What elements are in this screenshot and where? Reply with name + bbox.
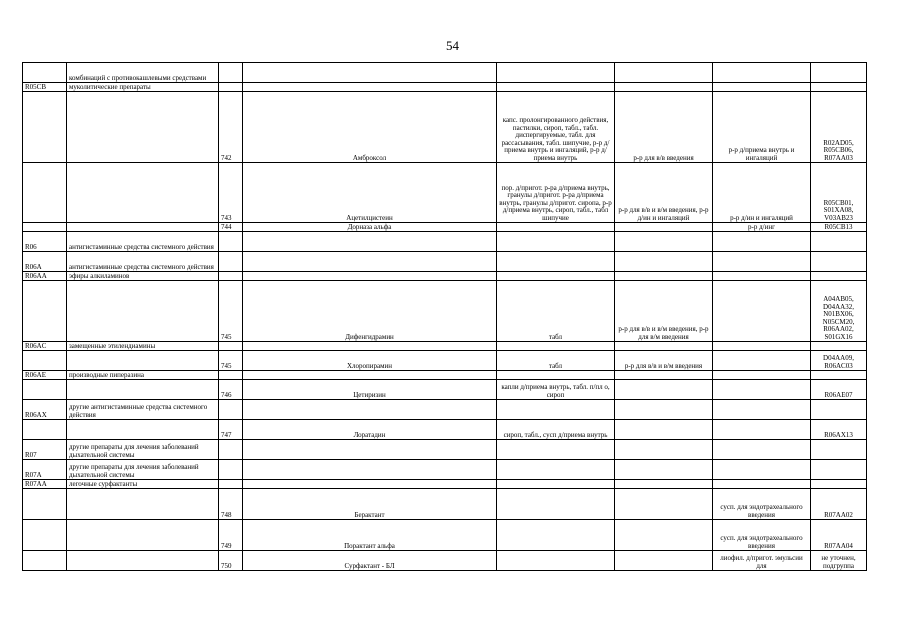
other-forms-cell bbox=[713, 371, 811, 380]
atc-group-code-cell bbox=[23, 63, 67, 83]
atc-group-code-cell: R07AA bbox=[23, 480, 67, 489]
other-forms-cell bbox=[713, 63, 811, 83]
atc-group-code-cell: R05CB bbox=[23, 83, 67, 92]
drug-name-cell: Берактант bbox=[243, 489, 497, 520]
row-number-cell: 745 bbox=[219, 281, 243, 342]
table-row bbox=[23, 440, 867, 460]
group-description-cell bbox=[67, 489, 219, 520]
row-number-cell: 746 bbox=[219, 380, 243, 400]
other-forms-cell bbox=[713, 420, 811, 440]
drug-name-cell: Амброксол bbox=[243, 92, 497, 163]
injection-forms-cell: р-р для в/в и в/м введения, р-р д/ин и ингаляций bbox=[615, 163, 713, 223]
table-row bbox=[23, 520, 867, 551]
row-number-cell bbox=[219, 83, 243, 92]
dosage-forms-cell bbox=[497, 63, 615, 83]
injection-forms-cell bbox=[615, 520, 713, 551]
atc-group-code-cell bbox=[23, 281, 67, 342]
atc-group-code-cell: R06AE bbox=[23, 371, 67, 380]
other-forms-cell bbox=[713, 460, 811, 480]
table-row bbox=[23, 420, 867, 440]
table-row bbox=[23, 281, 867, 342]
table-row bbox=[23, 551, 867, 571]
group-description-cell: замещенные этилендиамины bbox=[67, 342, 219, 351]
row-number-cell bbox=[219, 480, 243, 489]
injection-forms-cell bbox=[615, 440, 713, 460]
injection-forms-cell: р-р для в/в и в/м введения bbox=[615, 351, 713, 371]
table-row bbox=[23, 342, 867, 351]
dosage-forms-cell bbox=[497, 440, 615, 460]
group-description-cell: другие препараты для лечения заболеваний дыхательной системы bbox=[67, 440, 219, 460]
drug-name-cell bbox=[243, 252, 497, 272]
row-number-cell bbox=[219, 232, 243, 252]
atc-codes-cell bbox=[811, 342, 867, 351]
table-row bbox=[23, 489, 867, 520]
other-forms-cell: р-р д/инг bbox=[713, 223, 811, 232]
drug-name-cell bbox=[243, 400, 497, 420]
table-row bbox=[23, 163, 867, 223]
atc-codes-cell bbox=[811, 460, 867, 480]
other-forms-cell bbox=[713, 232, 811, 252]
row-number-cell: 747 bbox=[219, 420, 243, 440]
atc-codes-cell: R02AD05, R05CB06, R07AA03 bbox=[811, 92, 867, 163]
dosage-forms-cell: табл bbox=[497, 281, 615, 342]
drug-name-cell bbox=[243, 63, 497, 83]
row-number-cell: 743 bbox=[219, 163, 243, 223]
injection-forms-cell bbox=[615, 83, 713, 92]
row-number-cell: 749 bbox=[219, 520, 243, 551]
other-forms-cell bbox=[713, 351, 811, 371]
atc-codes-cell: R06AE07 bbox=[811, 380, 867, 400]
dosage-forms-cell: пор. д/пригот. р-ра д/приема внутрь, гранулы д/пригот. р-ра д/приема внутрь, гранулы д/пригот. сиропа, р-р д/приема внутрь, сироп, табл., табл шипучие bbox=[497, 163, 615, 223]
atc-codes-cell: R06AX13 bbox=[811, 420, 867, 440]
injection-forms-cell bbox=[615, 223, 713, 232]
atc-group-code-cell bbox=[23, 380, 67, 400]
dosage-forms-cell bbox=[497, 489, 615, 520]
dosage-forms-cell bbox=[497, 83, 615, 92]
atc-codes-cell bbox=[811, 272, 867, 281]
row-number-cell bbox=[219, 342, 243, 351]
dosage-forms-cell bbox=[497, 371, 615, 380]
injection-forms-cell bbox=[615, 380, 713, 400]
drug-name-cell bbox=[243, 83, 497, 92]
atc-codes-cell bbox=[811, 83, 867, 92]
row-number-cell bbox=[219, 400, 243, 420]
atc-codes-cell bbox=[811, 232, 867, 252]
group-description-cell: другие антигистаминные средства системного действия bbox=[67, 400, 219, 420]
injection-forms-cell bbox=[615, 63, 713, 83]
dosage-forms-cell bbox=[497, 342, 615, 351]
group-description-cell bbox=[67, 281, 219, 342]
dosage-forms-cell: табл bbox=[497, 351, 615, 371]
group-description-cell: производные пиперазина bbox=[67, 371, 219, 380]
injection-forms-cell: р-р для в/в и в/м введения, р-р для в/м введения bbox=[615, 281, 713, 342]
row-number-cell bbox=[219, 440, 243, 460]
atc-group-code-cell bbox=[23, 351, 67, 371]
drug-name-cell: Дифенгидрамин bbox=[243, 281, 497, 342]
drug-name-cell: Сурфактант - БЛ bbox=[243, 551, 497, 571]
drug-name-cell bbox=[243, 232, 497, 252]
row-number-cell bbox=[219, 63, 243, 83]
other-forms-cell: р-р д/ин и ингаляций bbox=[713, 163, 811, 223]
group-description-cell: комбинаций с противокашлевыми средствами bbox=[67, 63, 219, 83]
table-row bbox=[23, 400, 867, 420]
atc-group-code-cell: R06AA bbox=[23, 272, 67, 281]
dosage-forms-cell: сироп, табл., сусп д/приема внутрь bbox=[497, 420, 615, 440]
injection-forms-cell: р-р для в/в введения bbox=[615, 92, 713, 163]
atc-group-code-cell bbox=[23, 223, 67, 232]
dosage-forms-cell: капли д/приема внутрь, табл. п/пл о, сироп bbox=[497, 380, 615, 400]
atc-codes-cell bbox=[811, 252, 867, 272]
drug-name-cell bbox=[243, 480, 497, 489]
table-row bbox=[23, 83, 867, 92]
dosage-forms-cell: капс. пролонгированного действия, пастилки, сироп, табл., табл. диспергируемые, табл. для рассасывания, табл. шипучие, р-р д/приема внутрь и ингаляций, р-р д/приема внутрь bbox=[497, 92, 615, 163]
injection-forms-cell bbox=[615, 489, 713, 520]
table-row bbox=[23, 272, 867, 281]
injection-forms-cell bbox=[615, 342, 713, 351]
injection-forms-cell bbox=[615, 252, 713, 272]
other-forms-cell bbox=[713, 440, 811, 460]
atc-codes-cell: A04AB05, D04AA32, N01BX06, N05CM20, R06AA02, S01GX16 bbox=[811, 281, 867, 342]
drug-list-table bbox=[22, 62, 867, 571]
page-number: 54 bbox=[446, 38, 459, 53]
drug-name-cell bbox=[243, 460, 497, 480]
row-number-cell bbox=[219, 460, 243, 480]
dosage-forms-cell bbox=[497, 252, 615, 272]
row-number-cell: 750 bbox=[219, 551, 243, 571]
table-row bbox=[23, 232, 867, 252]
other-forms-cell bbox=[713, 272, 811, 281]
group-description-cell: легочные сурфактанты bbox=[67, 480, 219, 489]
drug-name-cell bbox=[243, 272, 497, 281]
atc-codes-cell bbox=[811, 400, 867, 420]
atc-group-code-cell bbox=[23, 420, 67, 440]
atc-group-code-cell: R06AC bbox=[23, 342, 67, 351]
atc-codes-cell: R05CB13 bbox=[811, 223, 867, 232]
injection-forms-cell bbox=[615, 551, 713, 571]
atc-codes-cell bbox=[811, 371, 867, 380]
table-row bbox=[23, 380, 867, 400]
atc-codes-cell: не уточнен, подгруппа bbox=[811, 551, 867, 571]
injection-forms-cell bbox=[615, 272, 713, 281]
atc-codes-cell bbox=[811, 63, 867, 83]
other-forms-cell: сусп. для эндотрахеального введения bbox=[713, 489, 811, 520]
group-description-cell: эфиры алкиламинов bbox=[67, 272, 219, 281]
injection-forms-cell bbox=[615, 400, 713, 420]
atc-codes-cell: R07AA04 bbox=[811, 520, 867, 551]
other-forms-cell bbox=[713, 400, 811, 420]
atc-codes-cell: D04AA09, R06AC03 bbox=[811, 351, 867, 371]
row-number-cell: 748 bbox=[219, 489, 243, 520]
drug-name-cell bbox=[243, 440, 497, 460]
other-forms-cell bbox=[713, 380, 811, 400]
group-description-cell: муколитические препараты bbox=[67, 83, 219, 92]
group-description-cell bbox=[67, 163, 219, 223]
table-row bbox=[23, 223, 867, 232]
other-forms-cell bbox=[713, 83, 811, 92]
table-row bbox=[23, 371, 867, 380]
table-row bbox=[23, 460, 867, 480]
atc-group-code-cell: R07A bbox=[23, 460, 67, 480]
row-number-cell bbox=[219, 252, 243, 272]
atc-group-code-cell: R07 bbox=[23, 440, 67, 460]
injection-forms-cell bbox=[615, 420, 713, 440]
group-description-cell: антигистаминные средства системного действия bbox=[67, 232, 219, 252]
group-description-cell bbox=[67, 420, 219, 440]
group-description-cell: другие препараты для лечения заболеваний дыхательной системы bbox=[67, 460, 219, 480]
table-row bbox=[23, 92, 867, 163]
atc-group-code-cell: R06AX bbox=[23, 400, 67, 420]
row-number-cell: 742 bbox=[219, 92, 243, 163]
dosage-forms-cell bbox=[497, 232, 615, 252]
table-row bbox=[23, 351, 867, 371]
row-number-cell: 744 bbox=[219, 223, 243, 232]
dosage-forms-cell bbox=[497, 520, 615, 551]
dosage-forms-cell bbox=[497, 272, 615, 281]
group-description-cell bbox=[67, 223, 219, 232]
table-row bbox=[23, 63, 867, 83]
dosage-forms-cell bbox=[497, 400, 615, 420]
drug-name-cell bbox=[243, 342, 497, 351]
atc-group-code-cell bbox=[23, 163, 67, 223]
table-row bbox=[23, 480, 867, 489]
atc-group-code-cell bbox=[23, 92, 67, 163]
group-description-cell bbox=[67, 380, 219, 400]
atc-group-code-cell bbox=[23, 520, 67, 551]
other-forms-cell: сусп. для эндотрахеального введения bbox=[713, 520, 811, 551]
dosage-forms-cell bbox=[497, 480, 615, 489]
dosage-forms-cell bbox=[497, 223, 615, 232]
atc-codes-cell: R05CB01, S01XA08, V03AB23 bbox=[811, 163, 867, 223]
injection-forms-cell bbox=[615, 371, 713, 380]
drug-name-cell: Дорназа альфа bbox=[243, 223, 497, 232]
row-number-cell bbox=[219, 272, 243, 281]
atc-group-code-cell: R06A bbox=[23, 252, 67, 272]
other-forms-cell bbox=[713, 480, 811, 489]
drug-name-cell: Порактант альфа bbox=[243, 520, 497, 551]
drug-name-cell bbox=[243, 371, 497, 380]
group-description-cell bbox=[67, 92, 219, 163]
other-forms-cell bbox=[713, 281, 811, 342]
table-row bbox=[23, 252, 867, 272]
other-forms-cell bbox=[713, 252, 811, 272]
row-number-cell bbox=[219, 371, 243, 380]
other-forms-cell: лиофил. д/пригот. эмульсии для bbox=[713, 551, 811, 571]
atc-codes-cell: R07AA02 bbox=[811, 489, 867, 520]
atc-codes-cell bbox=[811, 440, 867, 460]
atc-codes-cell bbox=[811, 480, 867, 489]
row-number-cell: 745 bbox=[219, 351, 243, 371]
atc-group-code-cell bbox=[23, 489, 67, 520]
group-description-cell bbox=[67, 520, 219, 551]
group-description-cell: антигистаминные средства системного действия bbox=[67, 252, 219, 272]
drug-name-cell: Хлоропирамин bbox=[243, 351, 497, 371]
drug-name-cell: Лоратадин bbox=[243, 420, 497, 440]
other-forms-cell bbox=[713, 342, 811, 351]
group-description-cell bbox=[67, 351, 219, 371]
dosage-forms-cell bbox=[497, 460, 615, 480]
injection-forms-cell bbox=[615, 480, 713, 489]
group-description-cell bbox=[67, 551, 219, 571]
atc-group-code-cell: R06 bbox=[23, 232, 67, 252]
atc-group-code-cell bbox=[23, 551, 67, 571]
drug-name-cell: Ацетилцистеин bbox=[243, 163, 497, 223]
dosage-forms-cell bbox=[497, 551, 615, 571]
drug-name-cell: Цетиризин bbox=[243, 380, 497, 400]
injection-forms-cell bbox=[615, 232, 713, 252]
other-forms-cell: р-р д/приема внутрь и ингаляций bbox=[713, 92, 811, 163]
injection-forms-cell bbox=[615, 460, 713, 480]
